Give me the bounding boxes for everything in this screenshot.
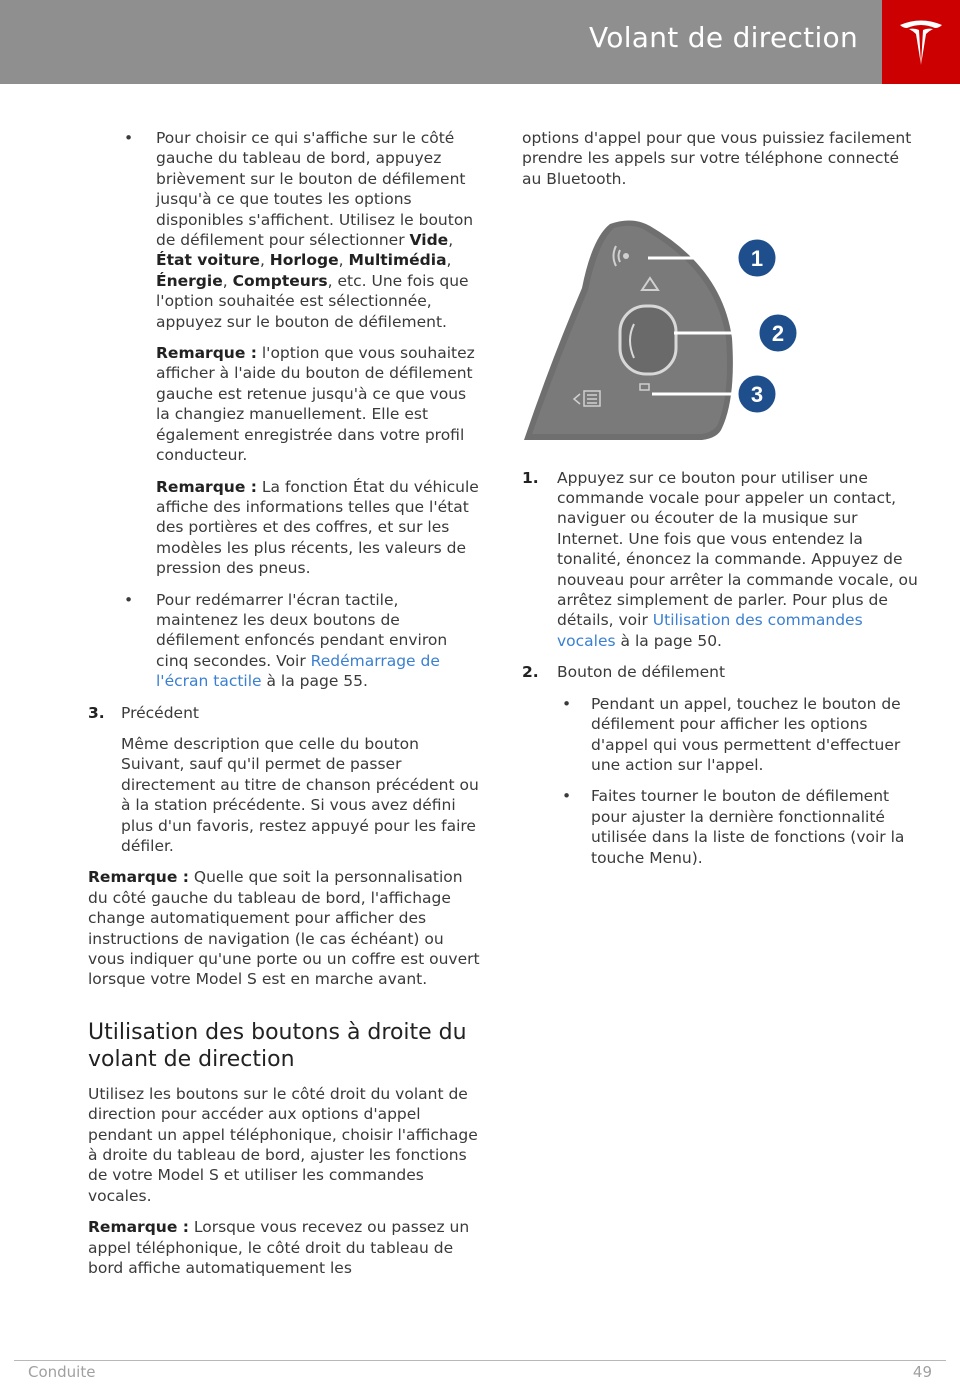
option-etat-voiture: État voiture <box>156 251 260 270</box>
note <box>88 343 483 465</box>
section-heading: Utilisation des boutons à droite du volant de direction <box>88 1019 467 1072</box>
note-label: Remarque : <box>88 1218 189 1237</box>
option-horloge: Horloge <box>269 251 339 270</box>
numbered-item <box>88 703 483 857</box>
bullet-dot: • <box>562 694 572 713</box>
paragraph-text: , etc. Une fois que l'option souhaitée est sélectionnée, appuyez sur le bouton de défilement. <box>156 271 469 331</box>
link-commandes-vocales[interactable]: Utilisation des commandes vocales <box>557 611 863 650</box>
item-title: Bouton de défilement <box>557 663 726 682</box>
note-text: l'option que vous souhaitez afficher à l'aide du bouton de défilement gauche est retenue jusqu'à ce que vous la changiez manuellement. Elle est également enregistrée dans votre profil conducteur. <box>156 344 475 465</box>
page-number: 49 <box>912 1363 932 1381</box>
note-label: Remarque : <box>156 477 257 496</box>
paragraph-text: Pour choisir ce qui s'affiche sur le côté gauche du tableau de bord, appuyez brièvement sur le bouton de défilement jusqu'à ce que toutes les options disponibles s'affichent. Utilisez le bouton de défilement pour sélectionner <box>156 129 474 250</box>
note-label: Remarque : <box>156 344 257 363</box>
bullet-dot: • <box>562 787 572 806</box>
item-title: Précédent <box>121 703 199 722</box>
footer-divider <box>14 1360 946 1361</box>
steering-wheel-right-buttons-diagram <box>522 218 922 448</box>
page-title: Volant de direction <box>589 21 858 54</box>
paragraph-text: à la page 55. <box>261 672 368 691</box>
item-description: Même description que celle du bouton Suivant, sauf qu'il permet de passer directement au titre de chanson précédent ou à la station précédente. Si vous avez défini plus d'un favoris, restez appuyé pour les faire défiler. <box>121 734 479 855</box>
callout-3-label: 3 <box>750 382 764 408</box>
brand-logo <box>882 0 960 84</box>
list-item <box>522 694 922 776</box>
note-label: Remarque : <box>88 868 189 887</box>
paragraph-continuation: options d'appel pour que vous puissiez facilement prendre les appels sur votre téléphone connecté au Bluetooth. <box>522 129 912 188</box>
list-item <box>522 786 922 868</box>
item-number: 3. <box>88 703 105 722</box>
left-column <box>88 128 483 1290</box>
paragraph-text: à la page 50. <box>615 631 722 650</box>
footer-section: Conduite <box>28 1363 96 1381</box>
option-compteurs: Compteurs <box>232 271 328 290</box>
section-intro: Utilisez les boutons sur le côté droit du volant de direction pour accéder aux options d'appel pendant un appel téléphonique, choisir l'affichage à droite du tableau de bord, ajuster les fonctions de votre Model S et utiliser les commandes vocales. <box>88 1084 478 1205</box>
note <box>88 1217 483 1278</box>
paragraph-text: Pendant un appel, touchez le bouton de défilement pour afficher les options d'appel qui vous permettent d'effectuer une action sur l'appel. <box>591 694 901 774</box>
paragraph-text: Pour redémarrer l'écran tactile, maintenez les deux boutons de défilement enfoncés pendant environ cinq secondes. Voir <box>156 590 448 670</box>
option-multimedia: Multimédia <box>348 251 447 270</box>
link-redemarrage-ecran[interactable]: Redémarrage de l'écran tactile <box>156 651 440 691</box>
option-vide: Vide <box>409 231 449 250</box>
scroll-wheel-button <box>620 306 676 374</box>
option-energie: Énergie <box>156 271 223 290</box>
item-number: 1. <box>522 468 539 487</box>
note <box>88 867 483 989</box>
note-text: Lorsque vous recevez ou passez un appel téléphonique, le côté droit du tableau de bord affiche automatiquement les <box>88 1218 470 1278</box>
paragraph-text: Faites tourner le bouton de défilement pour ajuster la dernière fonctionnalité utilisée dans la liste de fonctions (voir la touche Menu). <box>591 787 905 867</box>
note <box>88 477 483 579</box>
callout-1-label: 1 <box>750 246 764 272</box>
right-column <box>522 128 922 879</box>
callout-2-label: 2 <box>771 321 785 347</box>
bullet-dot: • <box>124 590 134 609</box>
page-header <box>0 0 960 84</box>
item-number: 2. <box>522 663 539 682</box>
note-text: La fonction État du véhicule affiche des informations telles que l'état des portières et des coffres, et sur les modèles les plus récents, les valeurs de pression des pneus. <box>156 477 479 578</box>
list-item <box>88 590 483 692</box>
numbered-item <box>522 468 922 652</box>
bullet-dot: • <box>124 129 134 147</box>
note-text: Quelle que soit la personnalisation du côté gauche du tableau de bord, l'affichage change automatiquement pour afficher des instructions de navigation (le cas échéant) ou vous indiquer qu'une porte ou un coffre est ouvert lorsque votre Model S est en marche avant. <box>88 868 480 989</box>
numbered-item <box>522 662 922 682</box>
tesla-logo-icon <box>898 17 944 67</box>
paragraph-text: Appuyez sur ce bouton pour utiliser une commande vocale pour appeler un contact, naviguer ou écouter de la musique sur Internet. Une fois que vous entendez la tonalité, énoncez la commande. Appuyez de nouveau pour arrêter la commande vocale, ou arrêtez simplement de parler. Pour plus de détails, voir <box>557 468 918 630</box>
list-item: • Pour choisir ce qui s'affiche sur le côté gauche du tableau de bord, appuyez brièvement sur le bouton de défilement jusqu'à ce que toutes les options disponibles s'affichent. Utilisez le bouton de défilement pour sélectionner Vide, État voiture, Horloge, Multimédia, Énergie, Compteurs, etc. Une fois que l'option souhaitée est sélectionnée, appuyez sur le bouton de défilement. <box>124 129 474 331</box>
